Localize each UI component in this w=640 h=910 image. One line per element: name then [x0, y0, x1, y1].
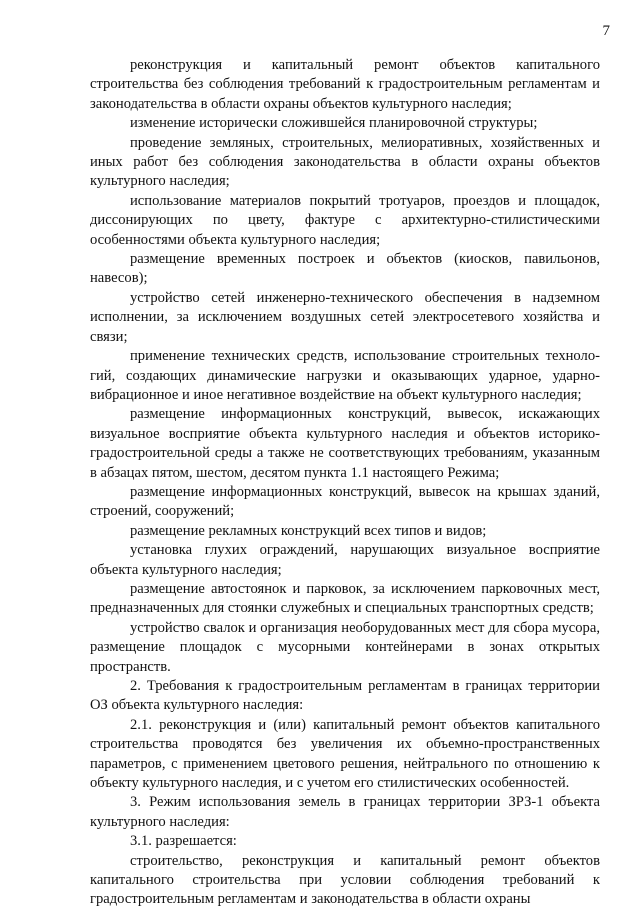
paragraph: 3.1. разрешается:: [130, 833, 237, 850]
paragraph: устройство свалок и организация необорудованных мест для сбора мусора, размещение площадок с мусорными контейнерами в зонах открытых пространств.: [90, 619, 600, 675]
paragraph: строительство, реконструкция и капитальный ремонт объектов капитального строительства при условии соблюдения требований к градостроительным регламентам и законодательства в области охраны: [90, 852, 600, 908]
paragraph: установка глухих ограждений, нарушающих визуальное восприятие объекта культурного наследия;: [90, 542, 600, 578]
paragraph: размещение автостоянок и парковок, за исключением парковочных мест, предназначенных для стоянки служебных и специальных транспортных средств;: [90, 580, 600, 617]
paragraph: 2. Требования к градостроительным регламентам в границах территории ОЗ объекта культурного наследия:: [90, 678, 600, 714]
paragraph: 2.1. реконструкция и (или) капитальный ремонт объектов капитального строительства проводятся без увеличения их объемно-пространственных параметров, с применением цветового решения, нейтрального по отношению к объекту культурного наследия, и с учетом его стилистических особенностей.: [90, 716, 600, 792]
paragraph: размещение информационных конструкций, вывесок, искажающих визуальное восприятие объекта культурного наследия и объектов историко-градостроительной среды а также не соответствующих требованиям, указанным в абзацах пятом, шестом, десятом пункта 1.1 настоящего Режима;: [90, 406, 600, 481]
paragraph: размещение информационных конструкций, вывесок на крышах зданий, строений, сооружений;: [90, 483, 600, 520]
paragraph: применение технических средств, использование строительных технологий, создающих динамические нагрузки и оказывающих ударное, ударно-вибрационное и иное негативное воздействие на объект культурного наследия;: [90, 348, 600, 403]
page-number: 7: [602, 23, 610, 39]
paragraph: изменение исторически сложившейся планировочной структуры;: [130, 115, 538, 132]
paragraph: размещение временных построек и объектов (киосков, павильонов, навесов);: [90, 251, 600, 287]
paragraph: 3. Режим использования земель в границах территории ЗРЗ-1 объекта культурного наследия:: [90, 794, 600, 830]
document-body: [90, 56, 600, 910]
paragraph: размещение рекламных конструкций всех типов и видов;: [130, 522, 487, 539]
paragraph: использование материалов покрытий тротуаров, проездов и площадок, диссонирующих по цвету, фактуре с архитектурно-стилистическими особенностями объекта культурного наследия;: [90, 192, 600, 248]
paragraph: реконструкция и капитальный ремонт объектов капитального строительства без соблюдения требований к градостроительным регламентам и законодательства в области охраны объектов культурного наследия;: [90, 57, 600, 112]
paragraph: проведение земляных, строительных, мелиоративных, хозяйственных и иных работ без соблюдения законодательства в области охраны объектов культурного наследия;: [90, 134, 600, 190]
paragraph: устройство сетей инженерно-технического обеспечения в надземном исполнении, за исключением воздушных сетей электросетевого хозяйства и связи;: [90, 289, 600, 345]
